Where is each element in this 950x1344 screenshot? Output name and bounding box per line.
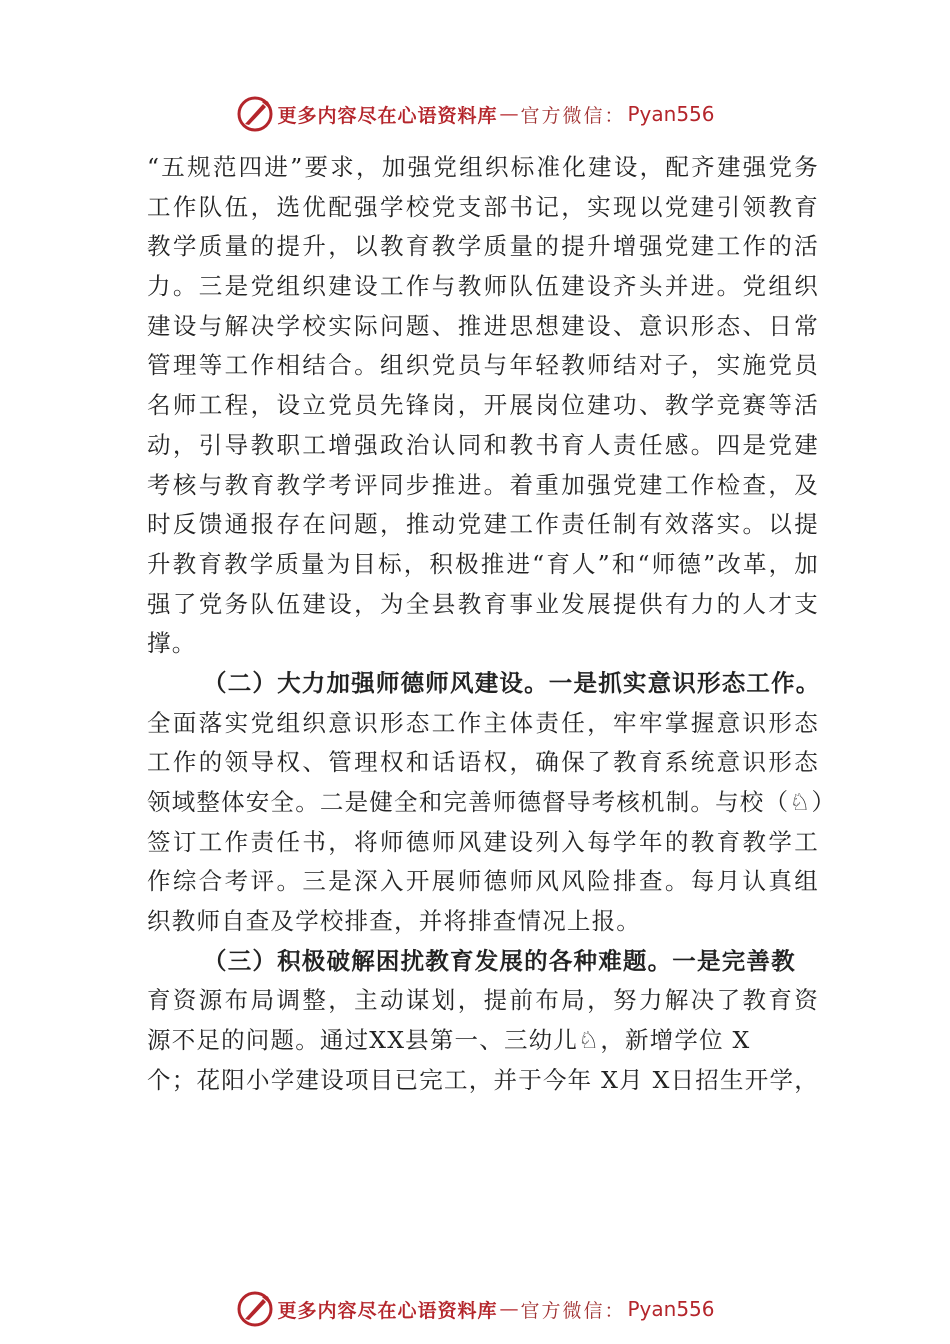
banner-text: 更多内容尽在心语资料库 [277,1299,498,1322]
banner-wechat-id: Pyan556 [627,1297,715,1321]
text-line: 织教师自查及学校排查，并将排查情况上报。 [147,907,641,936]
text-line: 作综合考评。三是深入开展师德师风风险排查。每月认真组 [147,867,819,896]
text-line: 力。三是党组织建设工作与教师队伍建设齐头并进。党组织 [147,272,819,301]
text-line: 工作的领导权、管理权和话语权，确保了教育系统意识形态 [147,748,819,777]
text-line: 育资源布局调整，主动谋划，提前布局，努力解决了教育资 [147,986,819,1015]
text-line: 撑。 [147,629,197,658]
footer-banner [0,1287,950,1331]
quill-pen-logo-icon [235,1289,275,1329]
text-line: 升教育教学质量为目标，积极推进“育人”和“师德”改革，加 [147,549,819,578]
text-line: 工作队伍，选优配强学校党支部书记，实现以党建引领教育 [147,192,819,221]
text-line: 动，引导教职工增强政治认同和教书育人责任感。四是党建 [147,430,819,459]
text-line: 考核与教育教学考评同步推进。着重加强党建工作检查，及 [147,470,819,499]
text-line: 强了党务队伍建设，为全县教育事业发展提供有力的人才支 [147,589,819,618]
banner-dash: — [499,1298,519,1320]
text-line: 教学质量的提升，以教育教学质量的提升增强党建工作的活 [147,232,819,261]
document-body [147,148,837,1101]
text-line: 管理等工作相结合。组织党员与年轻教师结对子，实施党员 [147,351,819,380]
section-heading-2: （二）大力加强师德师风建设。一是抓实意识形态工作。 [203,668,821,697]
banner-wechat-label: 官方微信： [520,104,626,127]
quill-pen-logo-icon [235,94,275,134]
banner-text: 更多内容尽在心语资料库 [277,104,498,127]
text-line: 建设与解决学校实际问题、推进思想建设、意识形态、日常 [147,311,819,340]
text-line: 领域整体安全。二是健全和完善师德督导考核机制。与校（♘） [147,788,837,816]
banner-wechat-id: Pyan556 [627,102,715,126]
text-line: 源不足的问题。通过XX县第一、三幼儿♘，新增学位 X [147,1026,751,1055]
text-line: 签订工作责任书，将师德师风建设列入每学年的教育教学工 [147,827,819,856]
banner-dash: — [499,103,519,125]
text-line: 时反馈通报存在问题，推动党建工作责任制有效落实。以提 [147,510,819,539]
text-line: “五规范四进”要求，加强党组织标准化建设，配齐建强党务 [147,153,819,181]
text-line: 全面落实党组织意识形态工作主体责任，牢牢掌握意识形态 [147,708,819,737]
section-heading-3: （三）积极破解困扰教育发展的各种难题。一是完善教 [203,946,796,975]
banner-wechat-label: 官方微信： [520,1299,626,1322]
header-banner [0,92,950,136]
text-line: 名师工程，设立党员先锋岗，开展岗位建功、教学竞赛等活 [147,391,819,420]
text-line: 个；花阳小学建设项目已完工，并于今年 X月 X日招生开学， [147,1065,819,1094]
